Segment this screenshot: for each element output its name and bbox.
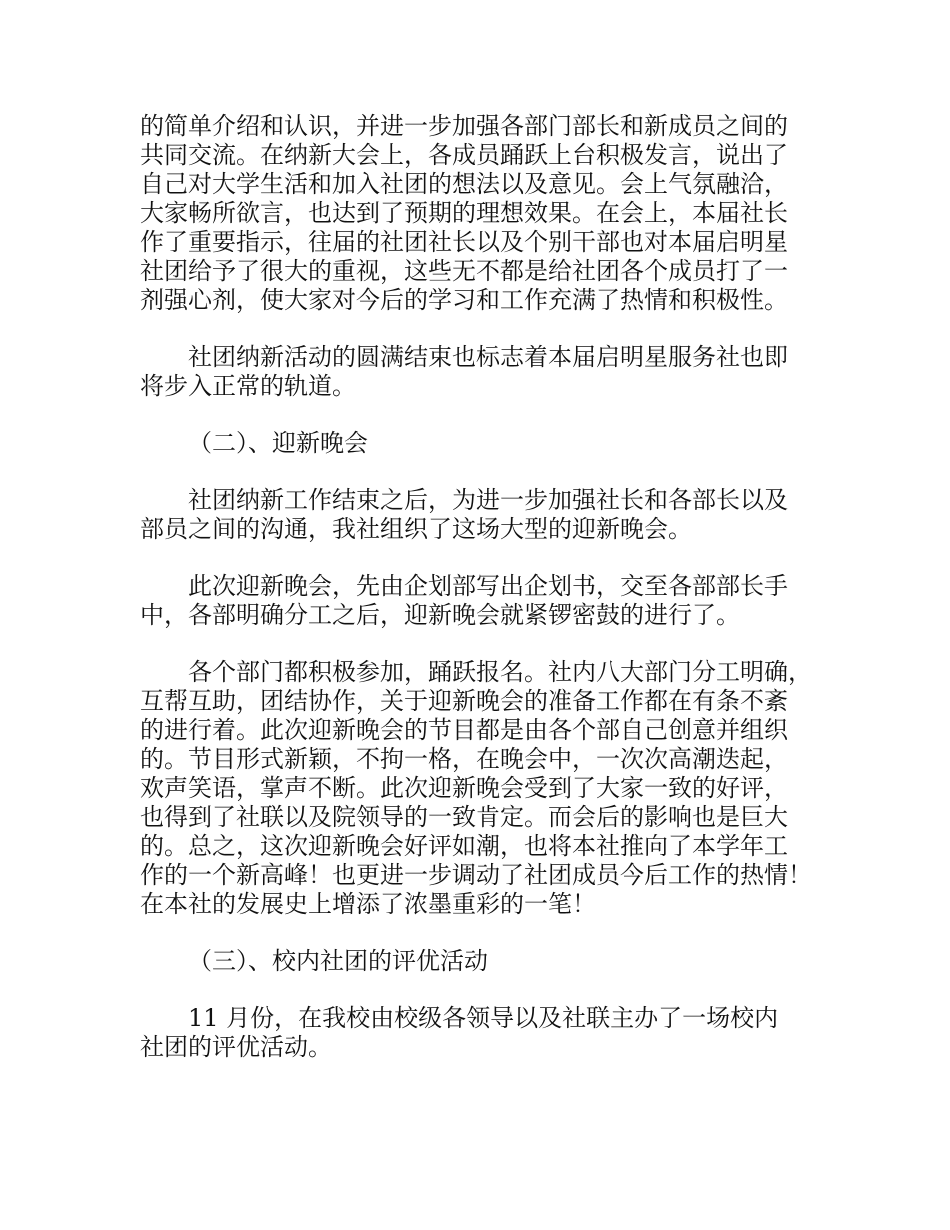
section-heading-welcome-party: （二）、迎新晚会 xyxy=(188,429,368,457)
paragraph-intro-continuation: 的简单介绍和认识，并进一步加强各部门部长和新成员之间的 共同交流。在纳新大会上，各成员踊跃上台积极发言，说出了 自己对大学生活和加入社团的想法以及意见。会上气氛融洽， 大家畅所欲言，也达到了预期的理想效果。在会上，本届社长 作了重要指示，往届的社团社长以及个别干部也对本届启明星 社团给予了很大的重视，这些无不都是给社团各个成员打了一 剂强心剂，使大家对今后的学习和工作充满了热情和积极性。 xyxy=(140,112,788,314)
paragraph-club-evaluation: 11 月份，在我校由校级各领导以及社联主办了一场校内 社团的评优活动。 xyxy=(140,1004,779,1061)
paragraph-welcome-party-intro: 社团纳新工作结束之后，为进一步加强社长和各部长以及 部员之间的沟通，我社组织了这场大型的迎新晚会。 xyxy=(140,486,788,543)
paragraph-welcome-party-review: 各个部门都积极参加，踊跃报名。社内八大部门分工明确， 互帮互助，团结协作，关于迎新晚会的准备工作都在有条不紊 的进行着。此次迎新晚会的节目都是由各个部自己创意并组织 的。节目形式新颖，不拘一格，在晚会中，一次次高潮迭起， 欢声笑语，掌声不断。此次迎新晚会受到了大家一致的好评， 也得到了社联以及院领导的一致肯定。而会后的影响也是巨大 的。总之，这次迎新晚会好评如潮，也将本社推向了本学年工 作的一个新高峰！也更进一步调动了社团成员今后工作的热情！ 在本社的发展史上增添了浓墨重彩的一笔！ xyxy=(140,658,812,918)
paragraph-recruitment-conclusion: 社团纳新活动的圆满结束也标志着本届启明星服务社也即 将步入正常的轨道。 xyxy=(140,343,788,400)
document-page xyxy=(140,112,820,1062)
section-heading-club-evaluation: （三）、校内社团的评优活动 xyxy=(188,947,488,975)
paragraph-welcome-party-planning: 此次迎新晚会，先由企划部写出企划书，交至各部部长手 中，各部明确分工之后，迎新晚会就紧锣密鼓的进行了。 xyxy=(140,572,788,629)
